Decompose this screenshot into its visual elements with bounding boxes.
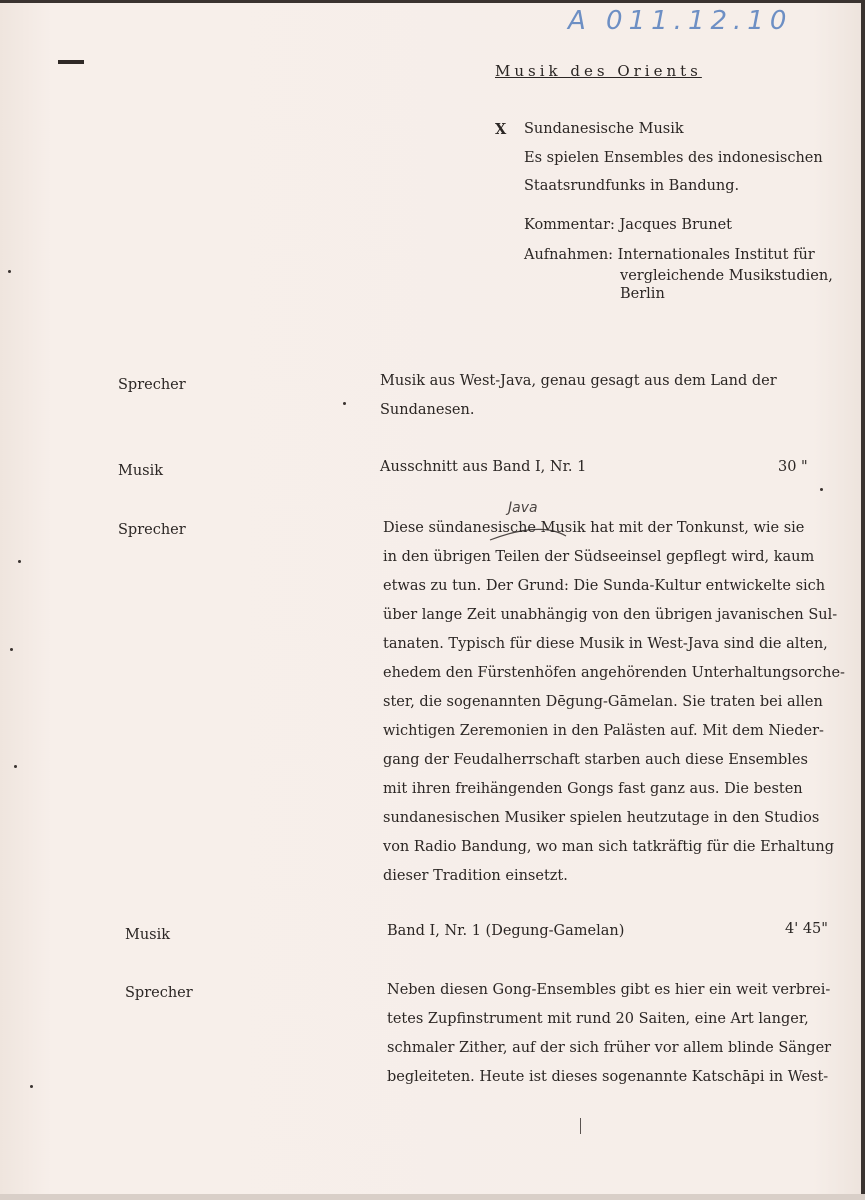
aufnahmen-line-2: vergleichende Musikstudien, — [620, 268, 833, 284]
header-line-1: Sundanesische Musik — [524, 121, 684, 137]
script-line: ster, die sogenannten Dēgung-Gāmelan. Sie traten bei allen — [383, 694, 823, 710]
kommentar-line: Kommentar: Jacques Brunet — [524, 217, 732, 233]
script-line: schmaler Zither, auf der sich früher vor allem blinde Sänger — [387, 1040, 832, 1056]
script-line: mit ihren freihängenden Gongs fast ganz aus. Die besten — [383, 781, 803, 797]
speaker-label: Musik — [125, 927, 171, 943]
script-line: Sundanesen. — [380, 402, 475, 418]
script-line: in den übrigen Teilen der Südseeinsel gepflegt wird, kaum — [383, 549, 815, 565]
script-line: gang der Feudalherrschaft starben auch diese Ensembles — [383, 752, 808, 768]
handwritten-insert: Java — [508, 500, 538, 516]
script-line: etwas zu tun. Der Grund: Die Sunda-Kultur entwickelte sich — [383, 578, 826, 594]
script-line: Musik aus West-Java, genau gesagt aus dem Land der — [380, 373, 777, 389]
speaker-label: Sprecher — [118, 377, 186, 393]
scan-speck — [30, 1085, 33, 1088]
aufnahmen-line-1: Aufnahmen: Internationales Institut für — [524, 247, 815, 263]
script-line: wichtigen Zeremonien in den Palästen auf. Mit dem Nieder- — [383, 723, 824, 739]
script-line: sundanesischen Musiker spielen heutzutage in den Studios — [383, 810, 820, 826]
header-line-3: Staatsrundfunks in Bandung. — [524, 178, 740, 194]
header-marker: X — [495, 121, 507, 138]
scan-edge-right — [861, 0, 865, 1200]
script-line: ehedem den Fürstenhöfen angehörenden Unterhaltungsorche- — [383, 665, 845, 681]
script-line: dieser Tradition einsetzt. — [383, 868, 568, 884]
music-cue: Ausschnitt aus Band I, Nr. 1 — [380, 459, 587, 475]
script-text — [383, 514, 845, 891]
script-line: Neben diesen Gong-Ensembles gibt es hier ein weit verbrei- — [387, 982, 831, 998]
script-line: tetes Zupfinstrument mit rund 20 Saiten, eine Art langer, — [387, 1011, 809, 1027]
scan-speck — [14, 765, 17, 768]
scan-edge-bottom — [0, 1194, 865, 1200]
script-text — [380, 367, 777, 425]
music-cue: Band I, Nr. 1 (Degung-Gamelan) — [387, 923, 625, 939]
page-title: Musik des Orients — [495, 62, 702, 80]
archive-number: A 011.12.10 — [568, 6, 793, 36]
script-line: begleiteten. Heute ist dieses sogenannte Katschāpi in West- — [387, 1069, 829, 1085]
scan-speck — [343, 402, 346, 405]
script-text — [387, 976, 831, 1092]
script-line: über lange Zeit unabhängig von den übrigen javanischen Sul- — [383, 607, 838, 623]
pen-mark — [580, 1118, 581, 1134]
dash-mark — [58, 60, 84, 64]
music-duration: 30 " — [778, 459, 808, 475]
script-line: tanaten. Typisch für diese Musik in West-Java sind die alten, — [383, 636, 828, 652]
speaker-label: Sprecher — [125, 985, 193, 1001]
aufnahmen-line-3: Berlin — [620, 286, 665, 302]
scan-speck — [10, 648, 13, 651]
music-duration: 4' 45" — [785, 921, 828, 937]
scan-speck — [820, 488, 823, 491]
speaker-label: Musik — [118, 463, 164, 479]
header-line-2: Es spielen Ensembles des indonesischen — [524, 150, 823, 166]
scan-speck — [18, 560, 21, 563]
script-line: von Radio Bandung, wo man sich tatkräftig für die Erhaltung — [383, 839, 835, 855]
scan-edge-top — [0, 0, 865, 3]
script-line: Diese sündanesische Musik hat mit der Tonkunst, wie sie — [383, 520, 805, 536]
scan-speck — [8, 270, 11, 273]
speaker-label: Sprecher — [118, 522, 186, 538]
